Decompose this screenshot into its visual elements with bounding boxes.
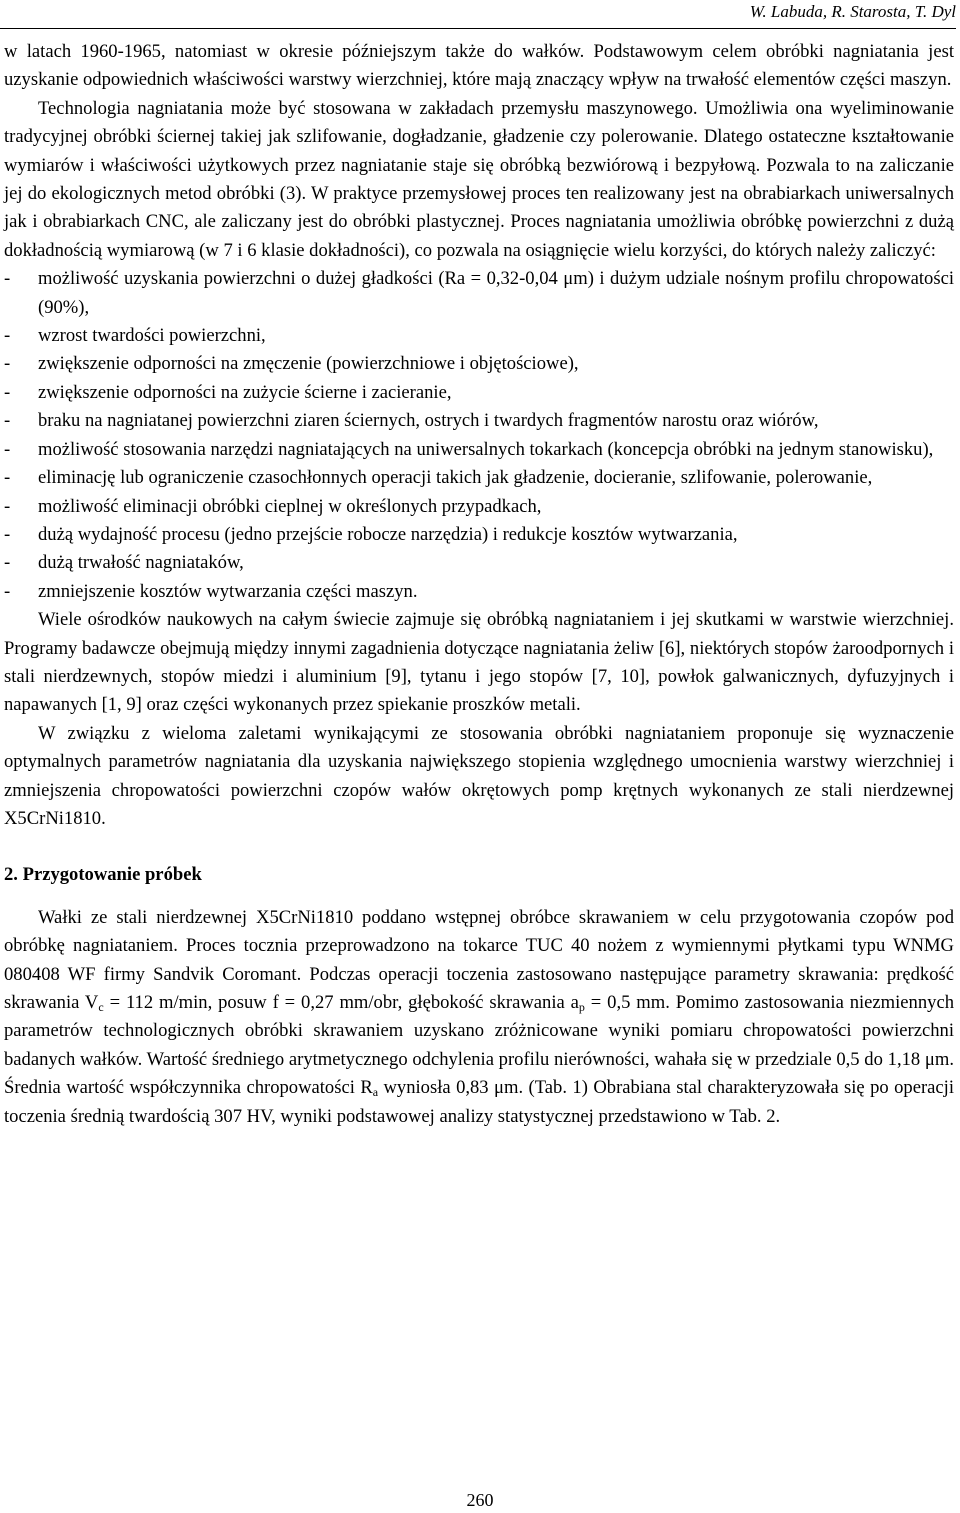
paragraph-intro: w latach 1960-1965, natomiast w okresie późniejszym także do wałków. Podstawowym celem obróbki nagniatania jest uzyskanie odpowiednich właściwości warstwy wierzchniej, które mają znaczący wpływ na trwałość elementów części maszyn. bbox=[4, 41, 954, 91]
body-text bbox=[4, 38, 954, 1131]
list-item: - zmniejszenie kosztów wytwarzania części maszyn. bbox=[4, 578, 954, 606]
running-header bbox=[0, 0, 956, 29]
paragraph-research: Wiele ośrodków naukowych na całym świecie zajmuje się obróbką nagniataniem i jej skutkami w warstwie wierzchniej. Programy badawcze obejmują między innymi zagadnienia dotyczące nagniatania żeliw [6], niektórych stopów żaroodpornych i stali nierdzewnych, stopów miedzi i aluminium [9], tytanu i jego stopów [7, 10], powłok galwanicznych, dyfuzyjnych i napawanych [1, 9] oraz części wykonanych przez spiekanie proszków metali. bbox=[4, 609, 954, 716]
benefits-list bbox=[4, 265, 954, 606]
list-item: - wzrost twardości powierzchni, bbox=[4, 322, 954, 350]
subscript: c bbox=[98, 1000, 104, 1014]
subscript: a bbox=[372, 1085, 379, 1100]
text-run: = 0,5 mm. Pomimo zastosowania niezmiennych parametrów technologicznych obróbki skrawaniem uzyskano zróżnicowane wyniki pomiaru chropowatości powierzchni badanych wałków. Wartość średniego arytmetycznego odchylenia profilu nierówności, wahała się w przedziale 0,5 do 1,18 μm. Średnia wartość współczynnika chropowatości R bbox=[4, 992, 954, 1099]
list-item: - braku na nagniatanej powierzchni ziaren ściernych, ostrych i twardych fragmentów narostu oraz wiórów, bbox=[4, 407, 954, 435]
list-item: - zwiększenie odporności na zużycie ścierne i zacieranie, bbox=[4, 379, 954, 407]
list-item: - dużą wydajność procesu (jedno przejście robocze narzędzia) i redukcje kosztów wytwarzania, bbox=[4, 521, 954, 549]
page-number: 260 bbox=[466, 1490, 494, 1510]
text-run: Wałki ze stali nierdzewnej X5CrNi1810 poddano wstępnej obróbce skrawaniem w celu przygotowania czopów pod obróbkę nagniataniem. Proces tocznia przeprowadzono na tokarce TUC 40 nożem z wymiennymi płytkami typu WNMG 080408 WF firmy Sandvik Coromant. Podczas operacji toczenia zastosowano następujące parametry skrawania: prędkość skrawania V bbox=[4, 906, 954, 1013]
list-item: - zwiększenie odporności na zmęczenie (powierzchniowe i objętościowe), bbox=[4, 350, 954, 378]
text-run: = 112 m/min, posuw f = 0,27 mm/obr, głębokość skrawania a bbox=[103, 992, 579, 1013]
subscript: p bbox=[578, 1000, 585, 1014]
header-authors: W. Labuda, R. Starosta, T. Dyl bbox=[749, 2, 956, 21]
list-item: - możliwość eliminacji obróbki cieplnej w określonych przypadkach, bbox=[4, 493, 954, 521]
list-item: - możliwość uzyskania powierzchni o dużej gładkości (Ra = 0,32-0,04 μm) i dużym udziale nośnym profilu chropowatości (90%), bbox=[4, 265, 954, 322]
paragraph-technology: Technologia nagniatania może być stosowana w zakładach przemysłu maszynowego. Umożliwia ona wyeliminowanie tradycyjnej obróbki ściernej takiej jak szlifowanie, dogładzanie, gładzenie czy polerowanie. Dlatego ostateczne kształtowanie wymiarów i właściwości użytkowych przez nagniatanie staje się obróbką bezwiórową i bezpyłową. Pozwala to na zaliczanie jej do ekologicznych metod obróbki (3). W praktyce przemysłowej proces ten realizowany jest na obrabiarkach uniwersalnych jak i obrabiarkach CNC, ale zaliczany jest do obróbki plastycznej. Proces nagniatania umożliwia obróbkę powierzchni z dużą dokładnością wymiarową (w 7 i 6 klasie dokładności), co pozwala na osiągnięcie wielu korzyści, do których należy zaliczyć: bbox=[4, 97, 954, 261]
paragraph-proposal: W związku z wieloma zaletami wynikającymi ze stosowania obróbki nagniataniem proponuje się wyznaczenie optymalnych parametrów nagniatania dla uzyskania największego stopienia względnego umocnienia warstwy wierzchniej i zmniejszenia chropowatości powierzchni czopów wałów okrętowych pomp krętnych wykonanych ze stali nierdzewnej X5CrNi1810. bbox=[4, 722, 954, 829]
section-heading: 2. Przygotowanie próbek bbox=[4, 864, 202, 886]
paragraph-samples bbox=[4, 904, 954, 1131]
list-item: - możliwość stosowania narzędzi nagniatających na uniwersalnych tokarkach (koncepcja obróbki na jednym stanowisku), bbox=[4, 436, 954, 464]
list-item: - eliminację lub ograniczenie czasochłonnych operacji takich jak gładzenie, docieranie, szlifowanie, polerowanie, bbox=[4, 464, 954, 492]
text-run: wyniosła 0,83 μm. (Tab. 1) Obrabiana stal charakteryzowała się po operacji toczenia średnią twardością 307 HV, wyniki podstawowej analizy statystycznej przedstawiono w Tab. 2. bbox=[4, 1077, 954, 1127]
list-item: - dużą trwałość nagniataków, bbox=[4, 549, 954, 577]
